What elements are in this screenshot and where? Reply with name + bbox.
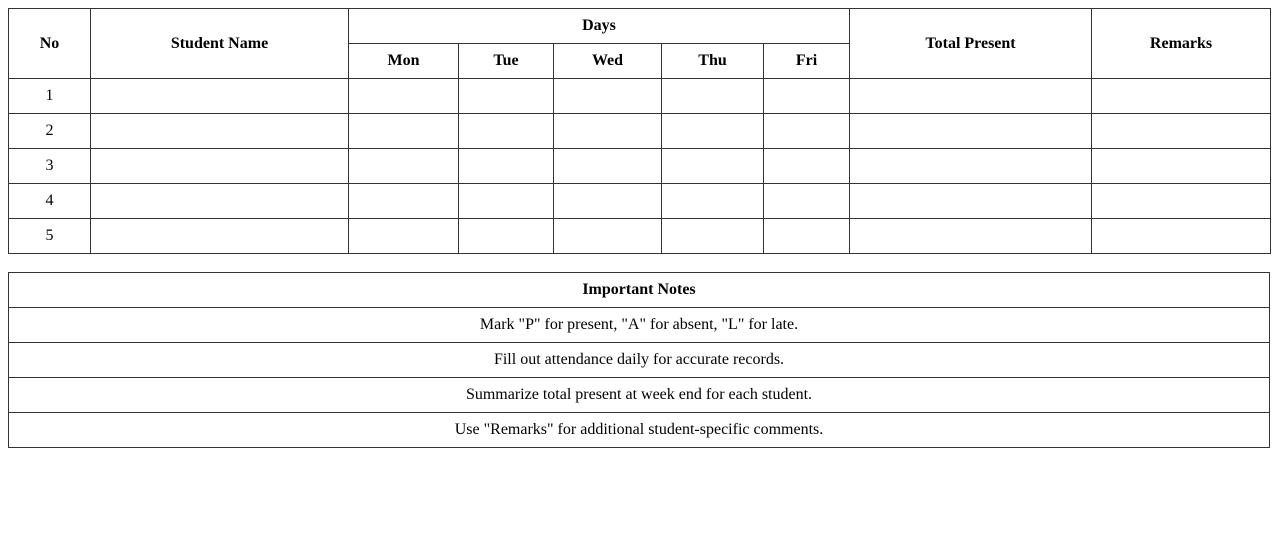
cell-total-present[interactable] <box>850 219 1092 254</box>
cell-wed[interactable] <box>554 79 662 114</box>
note-item: Summarize total present at week end for each student. <box>9 378 1270 413</box>
cell-remarks[interactable] <box>1092 114 1271 149</box>
cell-fri[interactable] <box>764 219 850 254</box>
cell-wed[interactable] <box>554 184 662 219</box>
cell-wed[interactable] <box>554 114 662 149</box>
cell-wed[interactable] <box>554 219 662 254</box>
cell-student-name[interactable] <box>91 219 349 254</box>
cell-no: 2 <box>9 114 91 149</box>
cell-thu[interactable] <box>662 184 764 219</box>
note-item: Use "Remarks" for additional student-specific comments. <box>9 413 1270 448</box>
cell-no: 3 <box>9 149 91 184</box>
cell-student-name[interactable] <box>91 114 349 149</box>
cell-mon[interactable] <box>349 219 459 254</box>
cell-remarks[interactable] <box>1092 79 1271 114</box>
note-item: Mark "P" for present, "A" for absent, "L" for late. <box>9 308 1270 343</box>
cell-total-present[interactable] <box>850 79 1092 114</box>
cell-student-name[interactable] <box>91 79 349 114</box>
cell-total-present[interactable] <box>850 184 1092 219</box>
table-row <box>9 149 1271 184</box>
header-days: Days <box>349 9 850 44</box>
cell-tue[interactable] <box>459 79 554 114</box>
notes-table <box>8 272 1270 448</box>
header-total-present: Total Present <box>850 9 1092 79</box>
cell-mon[interactable] <box>349 79 459 114</box>
cell-thu[interactable] <box>662 219 764 254</box>
cell-fri[interactable] <box>764 184 850 219</box>
note-row <box>9 378 1270 413</box>
cell-mon[interactable] <box>349 184 459 219</box>
header-thu: Thu <box>662 44 764 79</box>
cell-tue[interactable] <box>459 149 554 184</box>
header-student-name: Student Name <box>91 9 349 79</box>
cell-wed[interactable] <box>554 149 662 184</box>
note-row <box>9 343 1270 378</box>
cell-total-present[interactable] <box>850 114 1092 149</box>
cell-remarks[interactable] <box>1092 184 1271 219</box>
cell-remarks[interactable] <box>1092 149 1271 184</box>
note-item: Fill out attendance daily for accurate records. <box>9 343 1270 378</box>
cell-no: 1 <box>9 79 91 114</box>
attendance-header <box>9 9 1271 79</box>
cell-tue[interactable] <box>459 219 554 254</box>
header-no: No <box>9 9 91 79</box>
cell-remarks[interactable] <box>1092 219 1271 254</box>
cell-thu[interactable] <box>662 114 764 149</box>
cell-tue[interactable] <box>459 114 554 149</box>
cell-no: 4 <box>9 184 91 219</box>
cell-thu[interactable] <box>662 149 764 184</box>
cell-tue[interactable] <box>459 184 554 219</box>
cell-mon[interactable] <box>349 149 459 184</box>
cell-fri[interactable] <box>764 114 850 149</box>
attendance-body <box>9 79 1271 254</box>
table-row <box>9 184 1271 219</box>
cell-student-name[interactable] <box>91 149 349 184</box>
table-row <box>9 79 1271 114</box>
cell-total-present[interactable] <box>850 149 1092 184</box>
attendance-table <box>8 8 1271 254</box>
header-fri: Fri <box>764 44 850 79</box>
note-row <box>9 308 1270 343</box>
header-mon: Mon <box>349 44 459 79</box>
note-row <box>9 413 1270 448</box>
cell-fri[interactable] <box>764 79 850 114</box>
cell-no: 5 <box>9 219 91 254</box>
header-remarks: Remarks <box>1092 9 1271 79</box>
cell-fri[interactable] <box>764 149 850 184</box>
cell-student-name[interactable] <box>91 184 349 219</box>
table-row <box>9 114 1271 149</box>
header-tue: Tue <box>459 44 554 79</box>
header-wed: Wed <box>554 44 662 79</box>
cell-mon[interactable] <box>349 114 459 149</box>
cell-thu[interactable] <box>662 79 764 114</box>
table-row <box>9 219 1271 254</box>
notes-title: Important Notes <box>9 273 1270 308</box>
